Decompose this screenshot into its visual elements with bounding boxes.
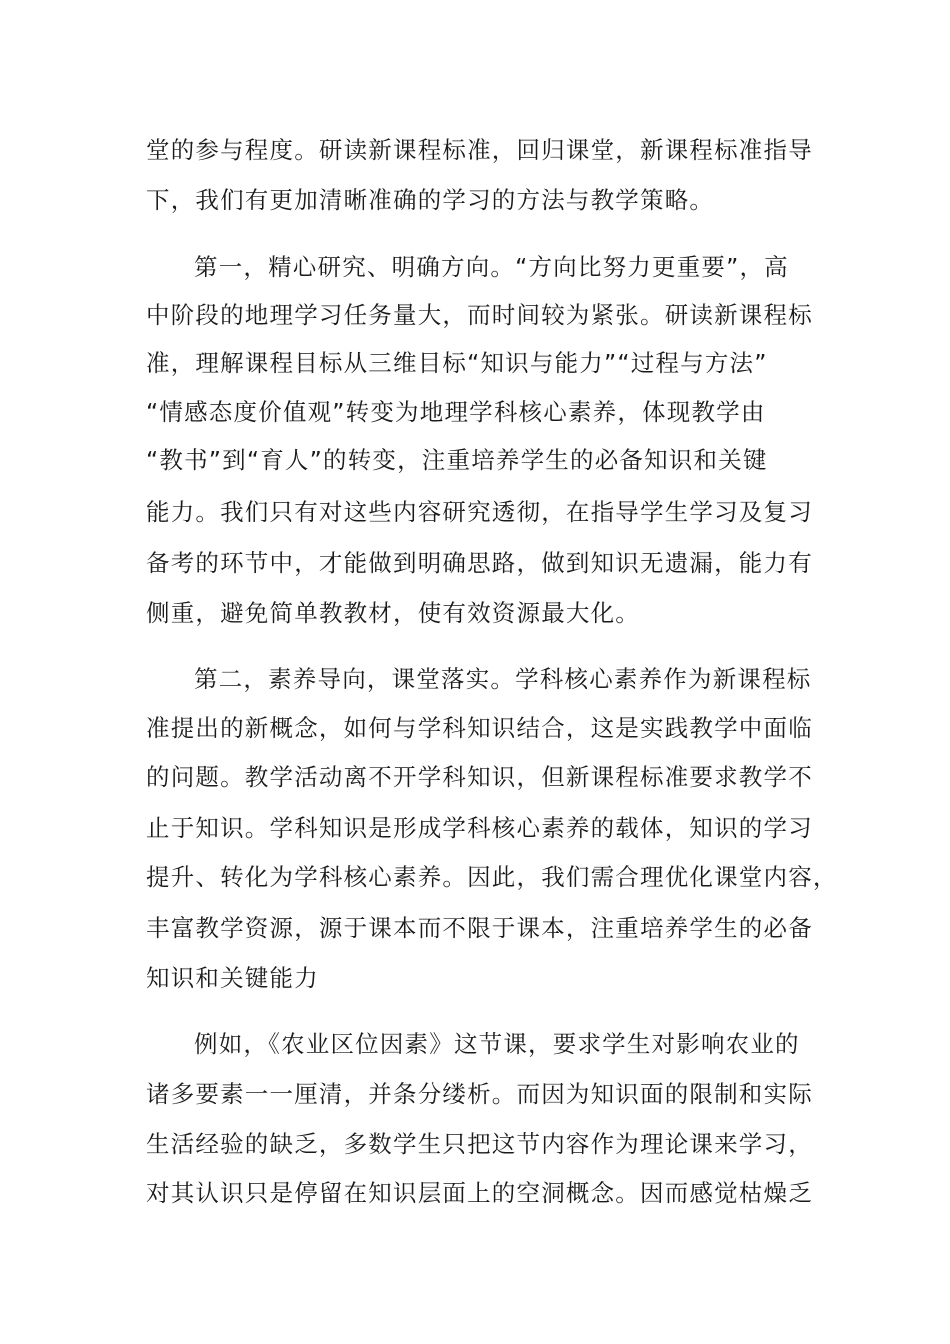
text-line: 止于知识。学科知识是形成学科核心素养的载体，知识的学习: [146, 814, 813, 842]
text-line: 知识和关键能力: [146, 964, 319, 992]
text-line: 丰富教学资源，源于课本而不限于课本，注重培养学生的必备: [146, 914, 813, 942]
text-line: “情感态度价值观”转变为地理学科核心素养，体现教学由: [146, 398, 766, 426]
text-line: 第一，精心研究、明确方向。“方向比努力更重要”，高: [194, 253, 789, 281]
text-line: 下，我们有更加清晰准确的学习的方法与教学策略。: [146, 186, 715, 214]
text-line: “教书”到“育人”的转变，注重培养学生的必备知识和关键: [146, 446, 768, 474]
text-line: 生活经验的缺乏，多数学生只把这节内容作为理论课来学习，: [146, 1130, 813, 1158]
text-line: 侧重，避免简单教教材，使有效资源最大化。: [146, 599, 640, 627]
text-line: 能力。我们只有对这些内容研究透彻，在指导学生学习及复习: [146, 498, 813, 526]
text-line: 对其认识只是停留在知识层面上的空洞概念。因而感觉枯燥乏: [146, 1179, 813, 1207]
text-line: 的问题。教学活动离不开学科知识，但新课程标准要求教学不: [146, 763, 813, 791]
text-line: 提升、转化为学科核心素养。因此，我们需合理优化课堂内容，: [146, 863, 838, 891]
text-line: 中阶段的地理学习任务量大，而时间较为紧张。研读新课程标: [146, 301, 813, 329]
text-line: 准提出的新概念，如何与学科知识结合，这是实践教学中面临: [146, 714, 813, 742]
text-line: 诸多要素一一厘清，并条分缕析。而因为知识面的限制和实际: [146, 1080, 813, 1108]
text-line: 堂的参与程度。研读新课程标准，回归课堂，新课程标准指导: [146, 136, 813, 164]
text-line: 第二，素养导向，课堂落实。学科核心素养作为新课程标: [194, 665, 812, 693]
text-line: 备考的环节中，才能做到明确思路，做到知识无遗漏，能力有: [146, 549, 813, 577]
text-line: 例如，《农业区位因素》这节课，要求学生对影响农业的: [194, 1030, 800, 1058]
text-line: 准，理解课程目标从三维目标“知识与能力”“过程与方法”: [146, 349, 768, 377]
